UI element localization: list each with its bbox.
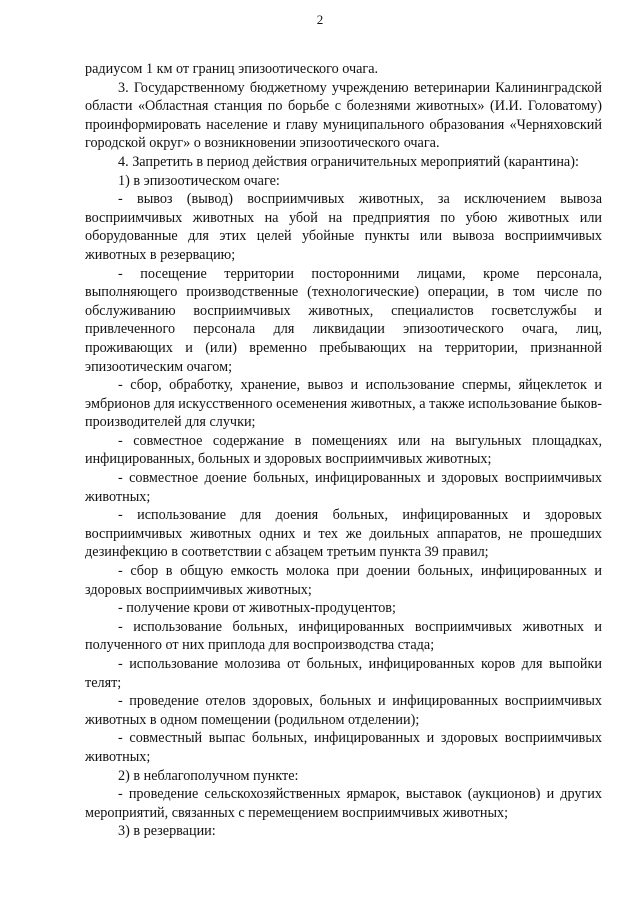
list-item: - проведение отелов здоровых, больных и инфицированных восприимчивых животных в одном помещении (родильном отделении); (85, 693, 602, 728)
paragraph-continuation: радиусом 1 км от границ эпизоотического очага. (85, 61, 379, 77)
page-number: 2 (316, 12, 324, 27)
list-item: - проведение сельскохозяйственных ярмарок, выставок (аукционов) и других мероприятий, связанных с перемещением восприимчивых животных; (85, 786, 602, 821)
list-item: - вывоз (вывод) восприимчивых животных, за исключением вывоза восприимчивых животных на убой на предприятия по убою животных или оборудованные для этих целей убойные пункты или вывоза восприимчивых животных в резервацию; (85, 191, 602, 263)
list-item: - совместное содержание в помещениях или на выгульных площадках, инфицированных, больных и здоровых восприимчивых животных; (85, 432, 602, 468)
list-item: - использование для доения больных, инфицированных и здоровых восприимчивых животных одних и тех же доильных аппаратов, не прошедших дезинфекцию в соответствии с абзацем третьим пункта 39 правил; (85, 507, 602, 561)
list-item: - получение крови от животных-продуцентов; (118, 600, 396, 617)
paragraph-item-3: 3. Государственному бюджетному учреждению ветеринарии Калининградской области «Областная станция по борьбе с болезнями животных» (И.И. Головатому) проинформировать население и главу муниципального образования «Черняховский городской округ» о возникновении эпизоотического очага. (85, 79, 602, 152)
list-item: - сбор, обработку, хранение, вывоз и использование спермы, яйцеклеток и эмбрионов для искусственного осеменения животных, а также использование быков-производителей для случки; (85, 377, 602, 431)
subsection-heading-3: 3) в резервации: (118, 823, 216, 840)
subsection-heading-1: 1) в эпизоотическом очаге: (118, 172, 280, 189)
paragraph-item-4: 4. Запретить в период действия ограничительных мероприятий (карантина): (118, 153, 579, 170)
subsection-heading-2: 2) в неблагополучном пункте: (118, 767, 299, 784)
list-item: - совместный выпас больных, инфицированных и здоровых восприимчивых животных; (85, 730, 602, 765)
list-item: - посещение территории посторонними лицами, кроме персонала, выполняющего производственные (технологические) операции, в том числе по обслуживанию восприимчивых животных, специалистов госветслужбы и привлеченного персонала для ликвидации эпизоотического очага, лиц, проживающих и (или) временно пребывающих на территории, признанной эпизоотическим очагом; (85, 265, 602, 375)
list-item: - сбор в общую емкость молока при доении больных, инфицированных и здоровых восприимчивых животных; (85, 563, 602, 598)
list-item: - совместное доение больных, инфицированных и здоровых восприимчивых животных; (85, 470, 602, 505)
document-body (85, 60, 602, 841)
list-item: - использование больных, инфицированных восприимчивых животных и полученного от них приплода для воспроизводства стада; (85, 618, 602, 654)
list-item: - использование молозива от больных, инфицированных коров для выпойки телят; (85, 656, 602, 691)
